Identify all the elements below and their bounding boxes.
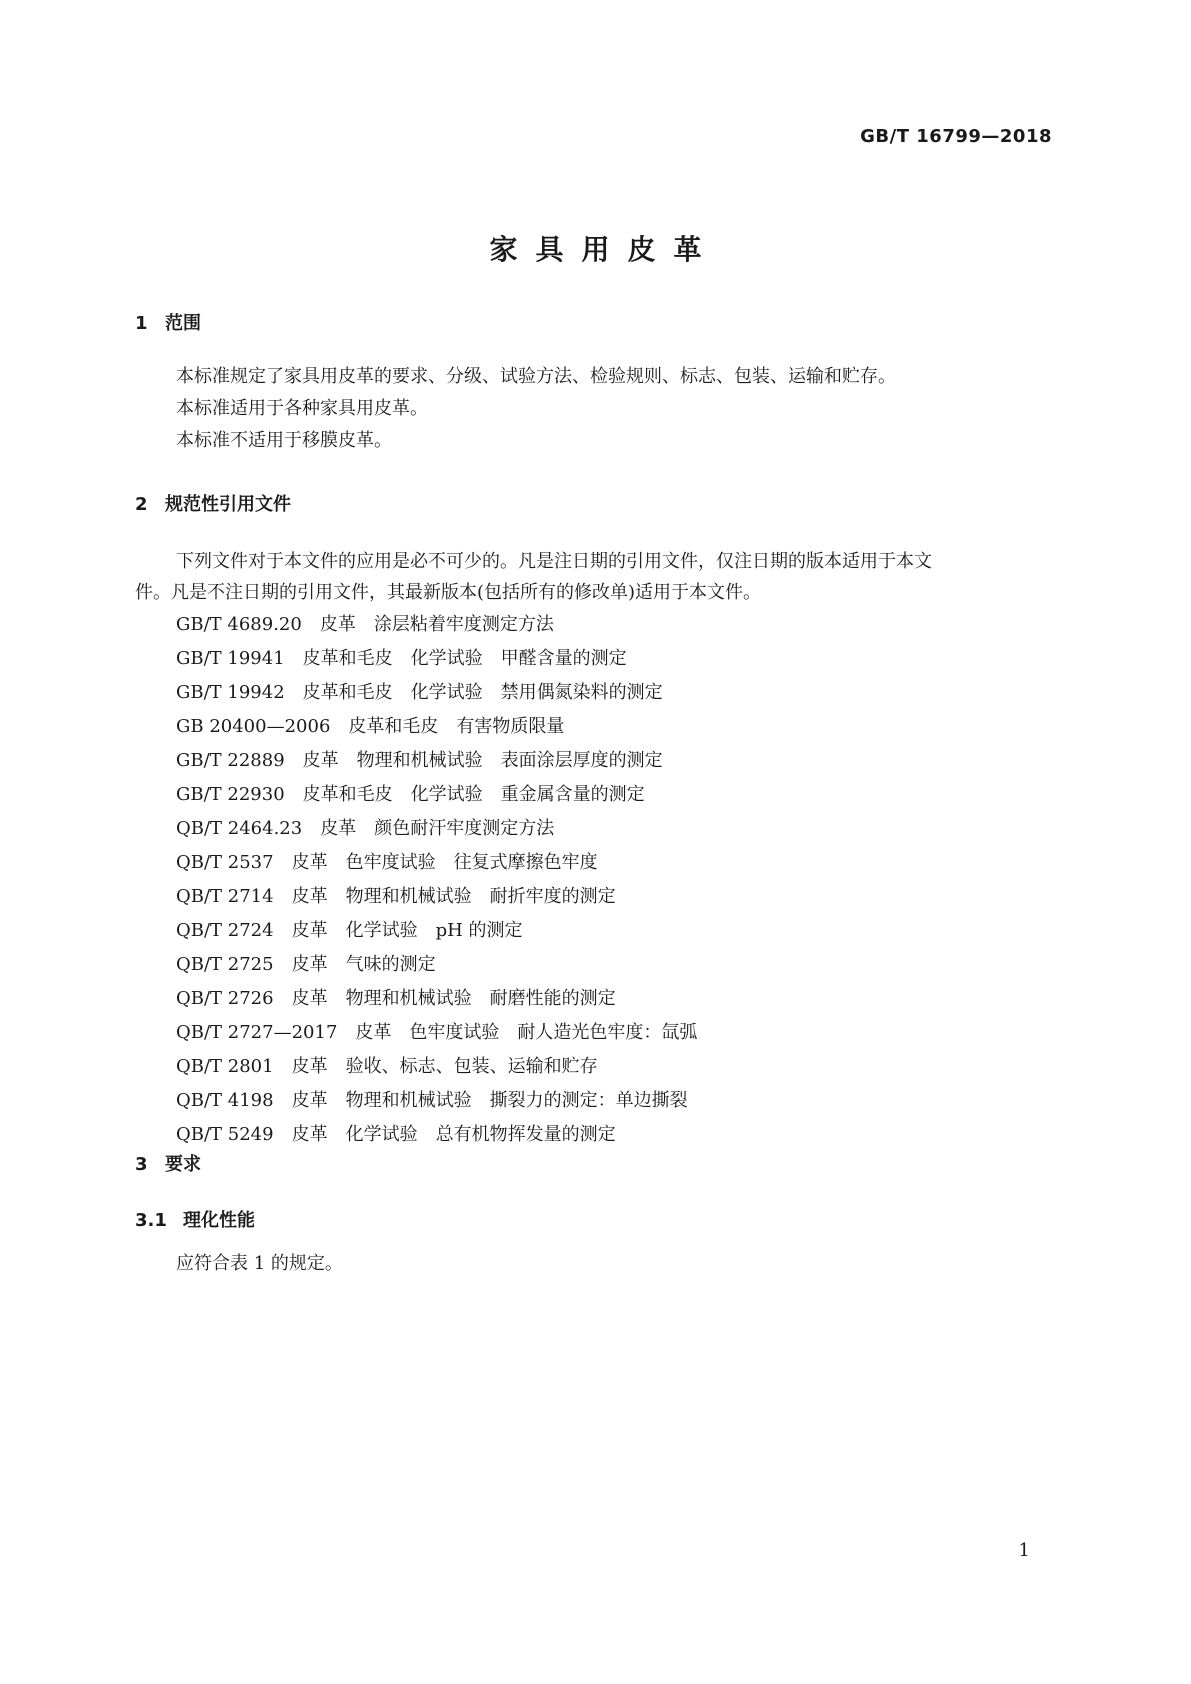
- reference-list: [176, 608, 697, 1152]
- reference-item: QB/T 2727—2017 皮革 色牢度试验 耐人造光色牢度：氙弧: [176, 1022, 698, 1043]
- reference-item: QB/T 2714 皮革 物理和机械试验 耐折牢度的测定: [176, 886, 616, 907]
- reference-item: QB/T 2464.23 皮革 颜色耐汗牢度测定方法: [176, 818, 555, 839]
- reference-item: QB/T 2801 皮革 验收、标志、包装、运输和贮存: [176, 1056, 598, 1077]
- references-intro-line-1: 下列文件对于本文件的应用是必不可少的。凡是注日期的引用文件，仅注日期的版本适用于本文: [176, 551, 932, 572]
- reference-item: QB/T 2726 皮革 物理和机械试验 耐磨性能的测定: [176, 988, 616, 1009]
- section-number: 3: [135, 1154, 148, 1175]
- reference-item: GB/T 4689.20 皮革 涂层粘着牢度测定方法: [176, 614, 554, 635]
- reference-item: QB/T 2725 皮革 气味的测定: [176, 954, 436, 975]
- subsection-title: 理化性能: [183, 1210, 255, 1231]
- reference-item: QB/T 4198 皮革 物理和机械试验 撕裂力的测定：单边撕裂: [176, 1090, 688, 1111]
- section-heading-scope: [135, 309, 201, 335]
- section-title: 范围: [165, 313, 201, 334]
- section-title: 规范性引用文件: [165, 494, 291, 515]
- scope-paragraph: 本标准规定了家具用皮革的要求、分级、试验方法、检验规则、标志、包装、运输和贮存。: [176, 366, 896, 387]
- reference-item: GB/T 19941 皮革和毛皮 化学试验 甲醛含量的测定: [176, 648, 627, 669]
- reference-item: QB/T 5249 皮革 化学试验 总有机物挥发量的测定: [176, 1124, 616, 1145]
- section-number: 2: [135, 494, 148, 515]
- section-heading-requirements: [135, 1150, 201, 1176]
- references-intro-line-2: 件。凡是不注日期的引用文件，其最新版本(包括所有的修改单)适用于本文件。: [135, 582, 762, 603]
- reference-item: GB/T 22889 皮革 物理和机械试验 表面涂层厚度的测定: [176, 750, 663, 771]
- standard-number: GB/T 16799—2018: [860, 126, 1052, 147]
- requirements-text: 应符合表 1 的规定。: [176, 1253, 343, 1274]
- reference-item: GB/T 19942 皮革和毛皮 化学试验 禁用偶氮染料的测定: [176, 682, 663, 703]
- reference-item: GB/T 22930 皮革和毛皮 化学试验 重金属含量的测定: [176, 784, 645, 805]
- subsection-heading-physical-chemical: [135, 1206, 255, 1232]
- document-title: 家具用皮革: [489, 233, 720, 266]
- page-number: 1: [1018, 1540, 1030, 1561]
- subsection-number: 3.1: [135, 1210, 167, 1231]
- scope-paragraph: 本标准适用于各种家具用皮革。: [176, 398, 428, 419]
- scope-paragraph: 本标准不适用于移膜皮革。: [176, 430, 392, 451]
- section-number: 1: [135, 313, 148, 334]
- section-heading-references: [135, 490, 291, 516]
- section-title: 要求: [165, 1154, 201, 1175]
- reference-item: GB 20400—2006 皮革和毛皮 有害物质限量: [176, 716, 565, 737]
- reference-item: QB/T 2537 皮革 色牢度试验 往复式摩擦色牢度: [176, 852, 598, 873]
- reference-item: QB/T 2724 皮革 化学试验 pH 的测定: [176, 920, 523, 941]
